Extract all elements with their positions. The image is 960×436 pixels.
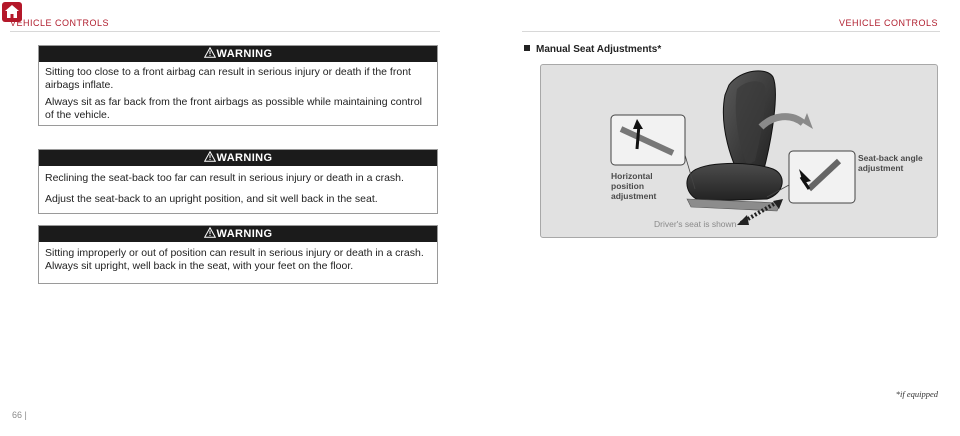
bullet-square-icon — [524, 45, 530, 51]
seat-back-angle-label: Seat-back angle adjustment — [858, 153, 923, 173]
warning-header — [39, 150, 437, 166]
subsection-heading: Manual Seat Adjustments* — [524, 44, 661, 55]
figure-caption: Driver's seat is shown — [654, 219, 737, 229]
warning-triangle-icon — [204, 151, 216, 165]
page-number: 66 | — [12, 410, 27, 420]
header-divider-left — [10, 31, 440, 32]
warning-label: WARNING — [216, 152, 273, 164]
warning-text: Always sit as far back from the front airbags as possible while maintaining control of the vehicle. — [45, 96, 423, 121]
warning-header — [39, 46, 437, 62]
footnote: *if equipped — [895, 389, 938, 399]
warning-triangle-icon — [204, 47, 216, 61]
warning-header — [39, 226, 437, 242]
horizontal-position-label: Horizontal position adjustment — [611, 171, 657, 201]
warning-text: Sitting improperly or out of position can result in serious injury or death in a crash. Always sit upright, well back in the seat, with your feet on the floor. — [45, 247, 424, 272]
seat-drawing — [541, 65, 937, 237]
section-title-left: VEHICLE CONTROLS — [10, 18, 110, 28]
warning-box-airbag — [38, 45, 438, 126]
warning-text: Sitting too close to a front airbag can result in serious injury or death if the front airbags inflate. — [45, 66, 411, 91]
seat-illustration — [540, 64, 938, 238]
header-divider-right — [522, 31, 940, 32]
warning-triangle-icon — [204, 227, 216, 241]
section-title-right: VEHICLE CONTROLS — [838, 18, 938, 28]
warning-text: Reclining the seat-back too far can result in serious injury or death in a crash. — [45, 172, 404, 184]
warning-box-seatback — [38, 149, 438, 214]
warning-label: WARNING — [216, 228, 273, 240]
warning-text: Adjust the seat-back to an upright position, and sit well back in the seat. — [45, 192, 378, 205]
warning-box-posture — [38, 225, 438, 284]
warning-label: WARNING — [216, 48, 273, 60]
